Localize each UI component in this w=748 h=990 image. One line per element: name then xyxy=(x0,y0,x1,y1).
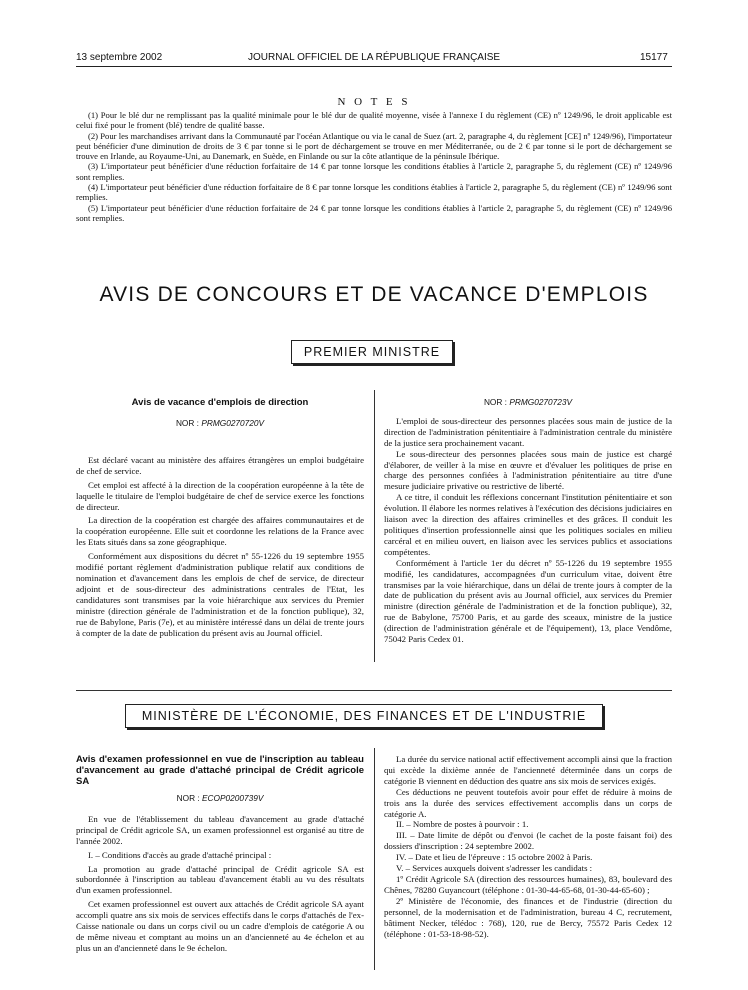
paragraph: Est déclaré vacant au ministère des affaires étrangères un emploi budgétaire de chef de service. xyxy=(76,454,364,476)
note-item: (3) L'importateur peut bénéficier d'une réduction forfaitaire de 14 € par tonne lorsque les conditions établies à l'article 2, paragraphe 5, du règlement (CE) nº 1249/96 sont remplies. xyxy=(76,161,672,182)
paragraph: A ce titre, il conduit les réflexions concernant l'institution pénitentiaire et son évolution. Il élabore les normes relatives à l'exécution des décisions judiciaires en liaison avec la direction des affaires criminelles et des grâces. Il conduit les politiques d'insertion professionnelle ainsi que les politiques sociales en milieu carcéral et en milieu ouvert, en liaison avec les services publics et associations compétentes. xyxy=(384,492,672,557)
section2-right-column xyxy=(384,754,672,939)
nor-code: PRMG0270723V xyxy=(509,397,573,407)
paragraph: V. – Services auxquels doivent s'adresser les candidats : xyxy=(396,863,593,874)
note-item: (1) Pour le blé dur ne remplissant pas la qualité minimale pour le blé dur de qualité moyenne, visée à l'annexe I du règlement (CE) nº 1249/96, le droit applicable est celui fixé pour le froment (blé) tendre de qualité basse. xyxy=(76,110,672,131)
section1-left-column xyxy=(76,397,364,638)
section-rule xyxy=(76,690,672,691)
paragraph: En vue de l'établissement du tableau d'avancement au grade d'attaché principal de Crédit agricole SA, un examen professionnel est organisé au titre de l'année 2002. xyxy=(76,813,364,846)
nor-reference xyxy=(76,793,364,804)
paragraph: Cet emploi est affecté à la direction de la coopération européenne à la tête de laquelle le titulaire de l'emploi budgétaire de chef de service exerce les fonctions de directeur. xyxy=(76,479,364,512)
paragraph: Conformément aux dispositions du décret nº 55-1226 du 19 septembre 1955 modifié portant règlement d'administration publique relatif aux conditions de nomination et d'avancement dans les emplois de chef de service, de directeur adjoint et de sous-directeur des administrations centrales de l'Etat, les candidatures sont transmises par la voie hiérarchique aux services du Premier ministre (direction générale de l'administration et de la fonction publique), 32, rue de Babylone, Paris (7e), et au ministère intéressé dans un délai de trente jours à compter de la date de publication du présent avis au Journal officiel. xyxy=(76,551,364,638)
header-journal-title: JOURNAL OFFICIEL DE LA RÉPUBLIQUE FRANÇAISE xyxy=(248,52,501,63)
paragraph: Ces déductions ne peuvent toutefois avoir pour effet de réduire à moins de trois ans la durée des services effectivement accomplis dans un corps de catégorie A. xyxy=(384,786,672,819)
nor-reference xyxy=(76,418,364,429)
nor-reference xyxy=(384,397,672,408)
paragraph: L'emploi de sous-directeur des personnes placées sous main de justice de la direction de l'administration pénitentiaire à l'administration centrale du ministère de la justice sera prochainement vacant. xyxy=(384,415,672,448)
paragraph: Le sous-directeur des personnes placées sous main de justice est chargé d'élaborer, de veiller à la mise en œuvre et d'évaluer les politiques de prise en charge des personnes confiées à l'administration pénitentiaire au titre d'une mesure judiciaire privative ou restrictive de liberté. xyxy=(384,448,672,492)
column-divider xyxy=(374,748,375,970)
column-divider xyxy=(374,390,375,662)
nor-code: ECOP0200739V xyxy=(202,793,264,803)
nor-label: NOR : xyxy=(483,397,507,407)
section-heading-premier-ministre: PREMIER MINISTRE xyxy=(291,340,453,364)
section2-left-column xyxy=(76,754,364,954)
paragraph: La durée du service national actif effectivement accompli ainsi que la fraction qui excède la dixième année de l'ancienneté déterminée dans un corps de catégorie B viennent en déduction des quatre ans six mois de services exigés. xyxy=(384,754,672,786)
notes-title: N O T E S xyxy=(337,96,411,108)
nor-label: NOR : xyxy=(176,793,200,803)
header-rule xyxy=(76,66,672,67)
note-item: (4) L'importateur peut bénéficier d'une réduction forfaitaire de 8 € par tonne lorsque les conditions établies à l'article 2, paragraphe 5, du règlement (CE) nº 1249/96 sont remplies. xyxy=(76,182,672,203)
section-heading-ministere-economie: MINISTÈRE DE L'ÉCONOMIE, DES FINANCES ET DE L'INDUSTRIE xyxy=(125,704,603,728)
paragraph: IV. – Date et lieu de l'épreuve : 15 octobre 2002 à Paris. xyxy=(396,852,593,863)
note-item: (5) L'importateur peut bénéficier d'une réduction forfaitaire de 24 € par tonne lorsque les conditions établies à l'article 2, paragraphe 5, du règlement (CE) nº 1249/96 sont remplies. xyxy=(76,202,672,223)
article-title: Avis de vacance d'emplois de direction xyxy=(131,397,309,408)
main-title: AVIS DE CONCOURS ET DE VACANCE D'EMPLOIS xyxy=(99,283,649,306)
paragraph: 1º Crédit Agricole SA (direction des ressources humaines), 83, boulevard des Chênes, 78280 Guyancourt (téléphone : 01-30-44-65-68, 01-30-44-65-60) ; xyxy=(384,873,672,895)
nor-code: PRMG0270720V xyxy=(201,418,265,428)
section1-right-column xyxy=(384,397,672,645)
paragraph: La direction de la coopération est chargée des affaires communautaires et de la coopération européenne. Elle suit et coordonne les relations de la France avec les Etats situés dans sa zone géographique. xyxy=(76,515,364,548)
article-title: Avis d'examen professionnel en vue de l'inscription au tableau d'avancement au grade d'attaché principal de Crédit agricole SA xyxy=(76,754,364,787)
paragraph: Conformément à l'article 1er du décret nº 55-1226 du 19 septembre 1955 modifié, les candidatures, accompagnées d'un curriculum vitae, doivent être transmises par la voie hiérarchique, dans un délai de trente jours à compter de la date de publication du présent avis au Journal officiel, aux services du Premier ministre (direction générale de l'administration et de la fonction publique), 32, rue de Babylone, 75700 Paris, et au garde des sceaux, ministre de la justice (direction de l'administration générale et de l'équipement), 13, place Vendôme, 75042 Paris Cedex 01. xyxy=(384,557,672,645)
notes-block xyxy=(76,110,672,223)
paragraph: II. – Nombre de postes à pourvoir : 1. xyxy=(396,819,529,830)
paragraph: 2º Ministère de l'économie, des finances et de l'industrie (direction du personnel, de la modernisation et de l'administration, bureau 4 C, recrutement, bâtiment Necker, télédoc : 768), 120, rue de Bercy, 75572 Paris Cedex 12 (téléphone : 01-53-18-98-52). xyxy=(384,895,672,939)
paragraph: La promotion au grade d'attaché principal de Crédit agricole SA est subordonnée à l'inscription au tableau d'avancement établi au vu des résultats d'un examen professionnel. xyxy=(76,863,364,896)
header-date: 13 septembre 2002 xyxy=(76,52,163,63)
note-item: (2) Pour les marchandises arrivant dans la Communauté par l'océan Atlantique ou via le canal de Suez (art. 2, paragraphe 4, du règlement [CE] nº 1249/96), l'importateur peut bénéficier d'une diminution de droits de 3 € par tonne si le port de déchargement se trouve en mer Méditerranée, ou de 2 € par tonne si le port de déchargement se trouve en Irlande, au Royaume-Uni, au Danemark, en Suède, en Finlande ou sur la côte atlantique de la péninsule Ibérique. xyxy=(76,130,672,162)
paragraph: III. – Date limite de dépôt ou d'envoi (le cachet de la poste faisant foi) des dossiers d'inscription : 24 septembre 2002. xyxy=(384,830,672,852)
paragraph: Cet examen professionnel est ouvert aux attachés de Crédit agricole SA ayant accompli quatre ans six mois de services effectifs dans le corps d'attachés de l'ex-Caisse nationale ou dans un corps civil ou un cadre d'emplois de catégorie A ou de même niveau et comptant au moins un an d'ancienneté au 4e échelon et au plus un an d'ancienneté dans le 9e échelon. xyxy=(76,899,364,953)
nor-label: NOR : xyxy=(175,418,199,428)
paragraph: I. – Conditions d'accès au grade d'attaché principal : xyxy=(88,849,272,860)
header-page-number: 15177 xyxy=(640,52,668,63)
